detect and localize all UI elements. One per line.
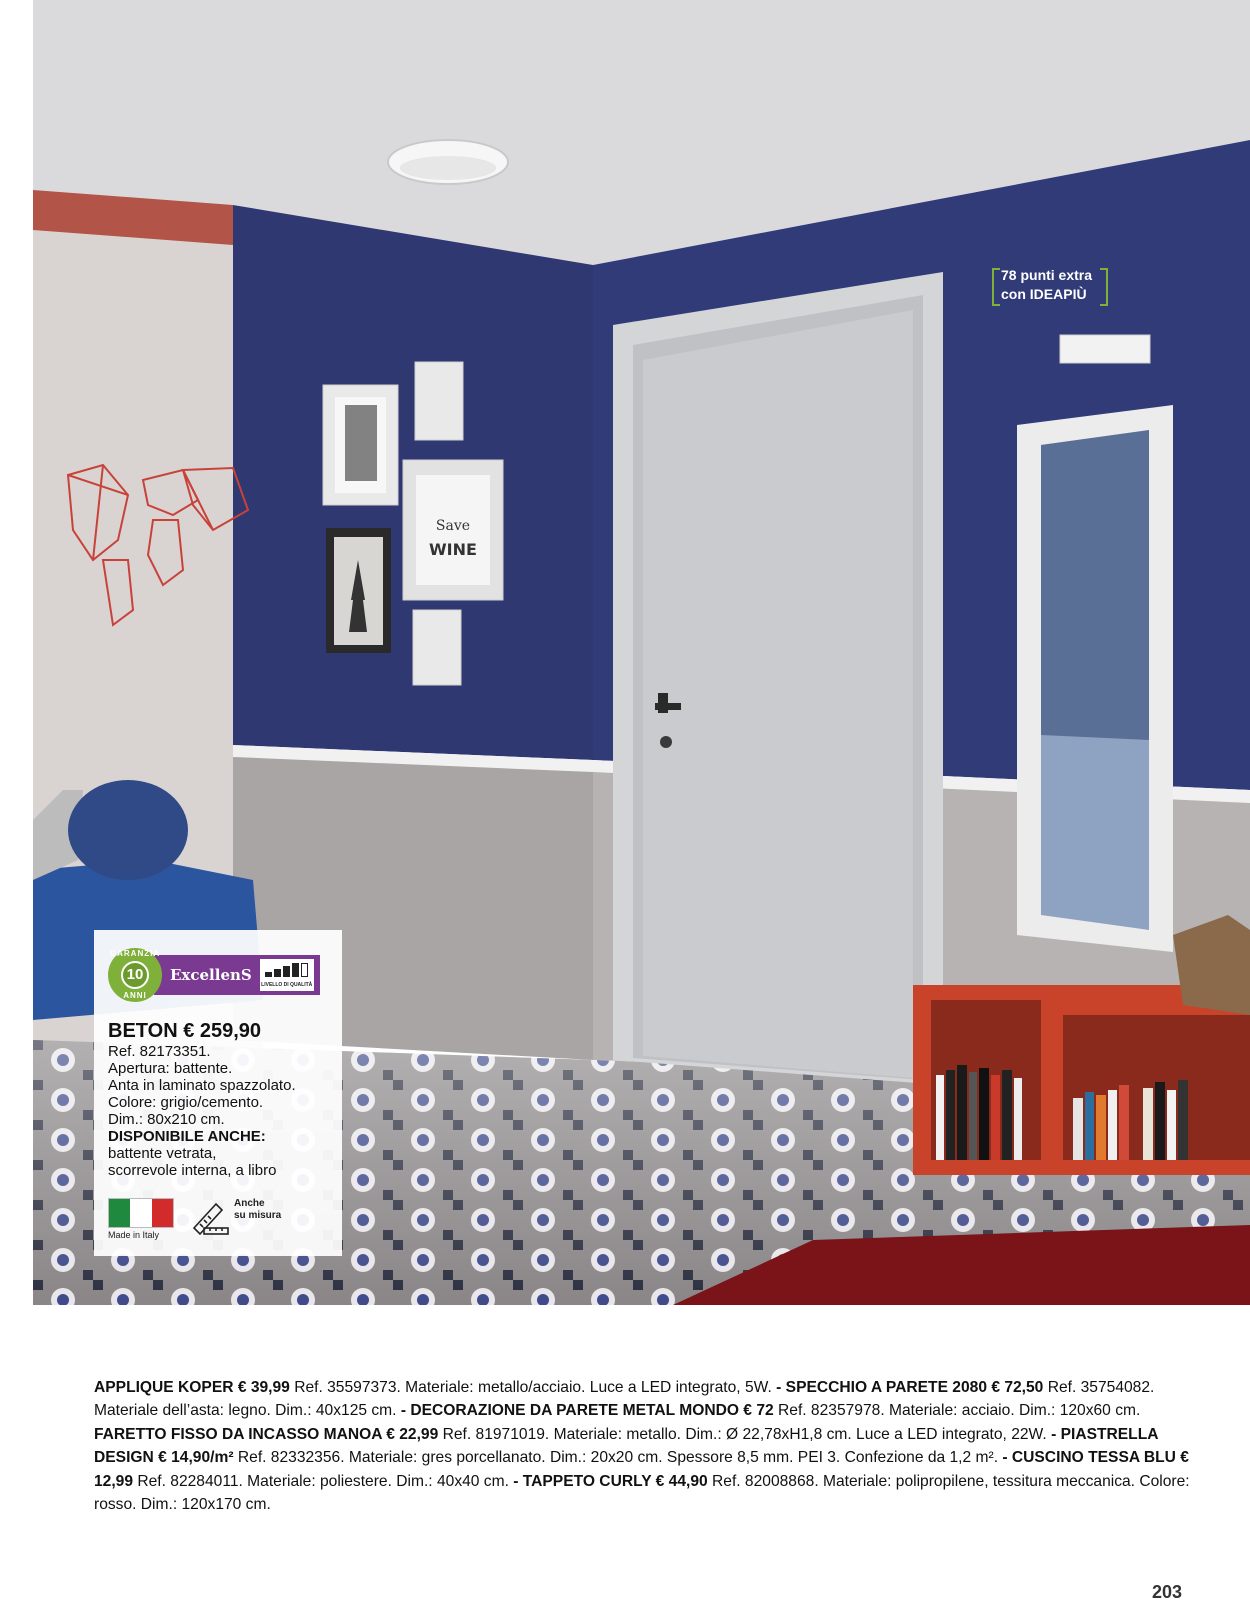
bracket-left [992,268,1000,306]
quality-badge [154,955,320,995]
desc-tile-title: - PIASTRELLA DESIGN € 14,90/m² [94,1425,1158,1467]
svg-text:Save: Save [435,518,471,534]
also-available-1: battente vetrata, [108,1145,217,1162]
desc-mirror: Ref. 35754082. Materiale dell’asta: legno. Dim.: 40x125 cm. [94,1379,1155,1420]
brand-name: ExcellenS [170,966,252,984]
desc-spotlight: Ref. 81971019. Materiale: metallo. Dim.: Ø 22,78xH1,8 cm. Luce a LED integrato, 22W. [438,1425,1052,1443]
origin-badges [108,1198,281,1240]
ruler-icon [190,1198,230,1236]
product-opening: Apertura: battente. [108,1060,233,1077]
also-available-label: DISPONIBILE ANCHE: [108,1128,266,1145]
warranty-badge [108,948,162,1002]
custom-size-line-1: Anche [234,1198,265,1209]
quality-bars-icon [265,963,308,977]
svg-text:WINE: WINE [429,540,477,559]
product-ref: Ref. 82173351. [108,1043,211,1060]
also-available-2: scorrevole interna, a libro [108,1162,277,1179]
desc-decoration-title: - DECORAZIONE DA PARETE METAL MONDO € 72 [400,1402,774,1420]
product-title: BETON € 259,90 [108,1020,262,1042]
desc-spotlight-title: FARETTO FISSO DA INCASSO MANOA € 22,99 [94,1425,439,1443]
quality-level-label: LIVELLO DI QUALITÀ [261,982,313,988]
desc-cushion: Ref. 82284011. Materiale: poliestere. Dim.: 40x40 cm. [133,1472,514,1490]
warranty-bottom-text: ANNI [123,991,147,1000]
warranty-years: 10 [121,961,149,989]
made-in-label: Made in Italy [108,1230,160,1240]
products-description [94,1376,1194,1516]
bracket-right [1100,268,1108,306]
desc-decoration: Ref. 82357978. Materiale: acciaio. Dim.: 120x60 cm. [773,1402,1141,1420]
italy-flag-icon [108,1198,174,1228]
ideapiu-line-1: 78 punti extra [1001,267,1093,283]
product-color: Colore: grigio/cemento. [108,1094,264,1111]
ideapiu-line-2: con IDEAPIÙ [1001,286,1087,302]
quality-level [260,959,314,991]
desc-applique-title: APPLIQUE KOPER € 39,99 [94,1379,290,1396]
custom-size-line-2: su misura [234,1210,282,1221]
custom-size-badge [190,1198,281,1236]
ideapiu-points-badge [992,262,1108,308]
desc-applique: Ref. 35597373. Materiale: metallo/acciaio. Luce a LED integrato, 5W. [289,1379,777,1396]
product-panel: Anta in laminato spazzolato. [108,1077,296,1094]
desc-mirror-title: - SPECCHIO A PARETE 2080 € 72,50 [776,1379,1044,1396]
product-dimensions: Dim.: 80x210 cm. [108,1111,225,1128]
desc-tile: Ref. 82332356. Materiale: gres porcellanato. Dim.: 20x20 cm. Spessore 8,5 mm. PEI 3. Confezione da 1,2 m². [233,1449,1003,1467]
desc-rug: Ref. 82008868. Materiale: polipropilene, tessitura meccanica. Colore: rosso. Dim.: 120x170 cm. [94,1472,1190,1514]
page-number: 203 [1152,1582,1183,1602]
warranty-top-text: GARANZIA [109,949,161,958]
badge-row [108,944,330,1006]
product-card [94,930,342,1256]
desc-cushion-title: - CUSCINO TESSA BLU € 12,99 [94,1449,1189,1490]
made-in-italy-badge [108,1198,174,1240]
desc-rug-title: - TAPPETO CURLY € 44,90 [513,1472,708,1490]
custom-size-label [234,1198,281,1222]
